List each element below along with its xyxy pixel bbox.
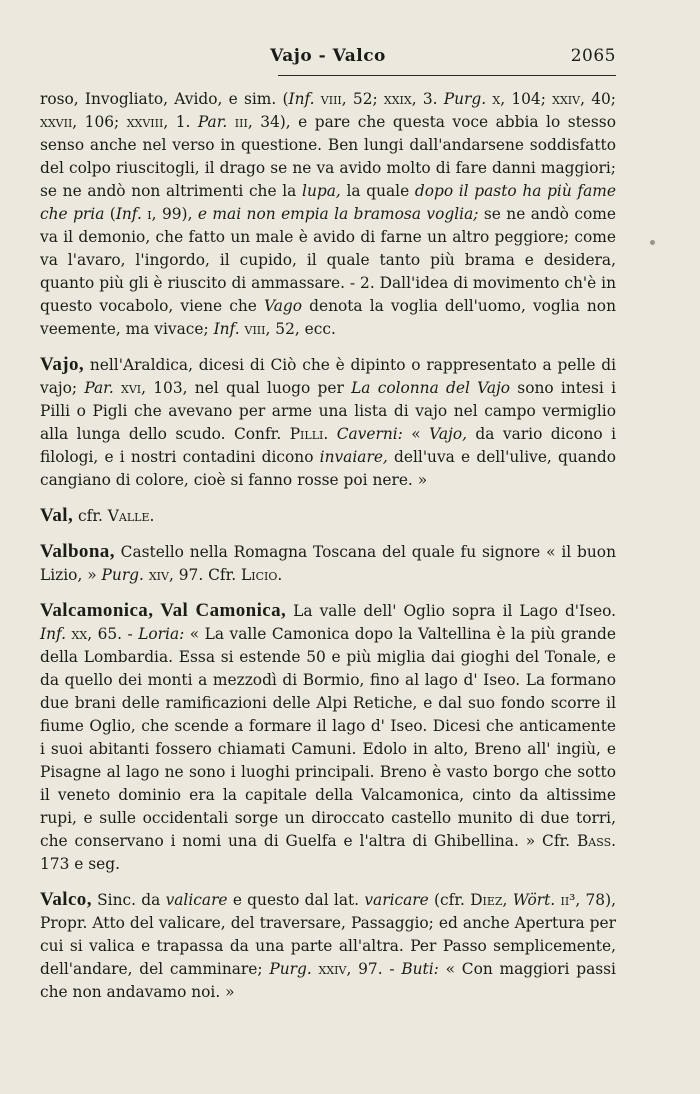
body-text: , 34), e pare che questa voce abbia lo stesso senso anche nel verso in questione. Ben lungi dall'andarsene soddisfatto del colpo riuscitogli, il drago se ne va avido molto di fare danni maggiori; se ne andò non altrimenti che la: [40, 113, 616, 200]
body-text: (cfr.: [428, 891, 471, 909]
italic-text: Inf.: [115, 205, 142, 223]
body-text: , 52, ecc.: [265, 320, 336, 338]
italic-text: Purg.: [269, 960, 312, 978]
dictionary-entry: [40, 540, 616, 587]
small-caps-text: xiv: [148, 566, 169, 584]
body-text: cfr.: [73, 507, 108, 525]
small-caps-text: xxiv: [318, 960, 347, 978]
body-text: da vario dicono i filologi, e i nostri contadini dicono: [40, 425, 616, 466]
dictionary-entry: [40, 888, 616, 1004]
page-number: 2065: [570, 46, 616, 66]
body-text: «: [402, 425, 430, 443]
italic-text: Par.: [197, 113, 228, 131]
italic-text: valicare: [165, 891, 228, 909]
small-caps-text: i: [147, 205, 152, 223]
body-text: Castello nella Romagna Toscana del quale fu signore « il buon Lizio, »: [40, 543, 616, 584]
small-caps-text: xxvii: [40, 113, 73, 131]
body-text: [328, 425, 336, 443]
italic-text: Inf.: [213, 320, 240, 338]
body-text: denota la voglia dell'uomo, voglia non veemente, ma vivace;: [40, 297, 616, 338]
body-text: , 52;: [341, 90, 384, 108]
entry-headword: Valco,: [40, 889, 92, 910]
margin-dot: [650, 240, 655, 245]
italic-text: Vago: [264, 297, 302, 315]
small-caps-text: viii: [320, 90, 342, 108]
body-text: , 65. -: [87, 625, 139, 643]
italic-text: Par.: [84, 379, 114, 397]
italic-text: Loria:: [138, 625, 185, 643]
small-caps-text: Valle.: [107, 507, 155, 525]
body-text: , 106;: [72, 113, 127, 131]
body-text: [114, 379, 121, 397]
entry-headword: Vajo,: [40, 354, 85, 375]
small-caps-text: xxix: [383, 90, 412, 108]
body-text: , 99),: [151, 205, 198, 223]
small-caps-text: Diez,: [470, 891, 508, 909]
body-text: nell'Araldica, dicesi di Ciò che è dipinto o rappresentato a pelle di vajo;: [40, 356, 616, 397]
small-caps-text: ii³: [560, 891, 576, 909]
italic-text: Purg.: [443, 90, 487, 108]
body-text: , 40;: [580, 90, 616, 108]
italic-text: Inf.: [288, 90, 315, 108]
body-text: e questo dal lat.: [227, 891, 365, 909]
small-caps-text: iii: [234, 113, 248, 131]
dictionary-text: [40, 88, 616, 1016]
body-text: , 103, nel qual luogo per: [141, 379, 352, 397]
italic-text: dopo il pasto ha più fame che pria: [40, 182, 616, 223]
italic-text: Purg.: [101, 566, 144, 584]
italic-text: varicare: [364, 891, 429, 909]
body-text: , 97. Cfr.: [168, 566, 242, 584]
body-text: [312, 960, 319, 978]
small-caps-text: Bass.: [576, 832, 616, 850]
small-caps-text: Pilli.: [289, 425, 329, 443]
small-caps-text: xxiv: [552, 90, 581, 108]
dictionary-entry: [40, 504, 616, 528]
small-caps-text: xx: [71, 625, 88, 643]
body-text: « La valle Camonica dopo la Valtellina è la più grande della Lombardia. Essa si estende 50 e più miglia dai gioghi del Tonale, e da quello dei monti a mezzodì di Bormio, fino al lago d' Iseo. La formano due brani delle ramificazioni delle Alpi Retiche, e dal suo fondo scorre il fiume Oglio, che scende a formare il lago d' Iseo. Dicesi che anticamente i suoi abitanti fossero chiamati Camuni. Edolo in alto, Breno all' ingiù, e Pisagne al lago ne sono i luoghi principali. Breno è vasto borgo che sotto il veneto dominio era la capitale della Valcamonica, cinto da altissime rupi, e sulle occidentali sorge un diroccato castello munito di due torri, che conservano i nomi una di Guelfa e l'altra di Ghibellina. » Cfr.: [40, 625, 616, 850]
body-text: , 104;: [500, 90, 553, 108]
small-caps-text: xvi: [121, 379, 142, 397]
body-text: Sinc. da: [91, 891, 166, 909]
italic-text: lupa,: [302, 182, 341, 200]
body-text: (: [104, 205, 116, 223]
italic-text: e mai non empia la bramosa voglia;: [197, 205, 479, 223]
body-text: « Con maggiori passi che non andavamo noi. »: [40, 960, 616, 1001]
small-caps-text: viii: [244, 320, 266, 338]
dictionary-entry: [40, 353, 616, 492]
small-caps-text: Licio.: [241, 566, 283, 584]
body-text: la quale: [340, 182, 415, 200]
running-title: Vajo - Valco: [270, 46, 386, 66]
italic-text: Inf.: [40, 625, 67, 643]
italic-text: Wört.: [512, 891, 556, 909]
small-caps-text: x: [492, 90, 501, 108]
body-text: , 3.: [411, 90, 444, 108]
body-text: La valle dell' Oglio sopra il Lago d'Iseo.: [286, 602, 616, 620]
entry-headword: Valbona,: [40, 541, 115, 562]
italic-text: La colonna del Vajo: [351, 379, 511, 397]
italic-text: Caverni:: [336, 425, 403, 443]
entry-headword: Valcamonica, Val Camonica,: [40, 600, 287, 621]
entry-headword: Val,: [40, 505, 74, 526]
header-rule: [278, 75, 616, 76]
body-text: roso, Invogliato, Avido, e sim. (: [40, 90, 289, 108]
italic-text: invaiare,: [319, 448, 388, 466]
body-text: dell'uva e dell'ulive, quando cangiano di colore, cioè si fanno rosse poi nere. »: [40, 448, 616, 489]
italic-text: Buti:: [401, 960, 439, 978]
body-text: se ne andò come va il demonio, che fatto un male è avido di farne un altro peggiore; come va l'avaro, l'ingordo, il cupido, il quale tanto più brama e desidera, quanto più gli è riuscito di ammassare. - 2. Dall'idea di movimento ch'è in questo vocabolo, viene che: [40, 205, 616, 315]
body-text: , 1.: [163, 113, 198, 131]
dictionary-entry: [40, 599, 616, 876]
body-text: sono intesi i Pilli o Pigli che avevano per arme una lista di vajo nel campo vermiglio alla lunga dello scudo. Confr.: [40, 379, 616, 443]
italic-text: Vajo,: [429, 425, 467, 443]
body-text: , 78), Propr. Atto del valicare, del traversare, Passaggio; ed anche Apertura per cui si valica e trapassa da una parte all'altra. Per Passo semplicemente, dell'andare, del camminare;: [40, 891, 616, 978]
small-caps-text: xxviii: [126, 113, 164, 131]
body-text: 173 e seg.: [40, 855, 121, 873]
continued-paragraph: [40, 88, 616, 341]
body-text: [227, 113, 234, 131]
body-text: , 97. -: [346, 960, 402, 978]
